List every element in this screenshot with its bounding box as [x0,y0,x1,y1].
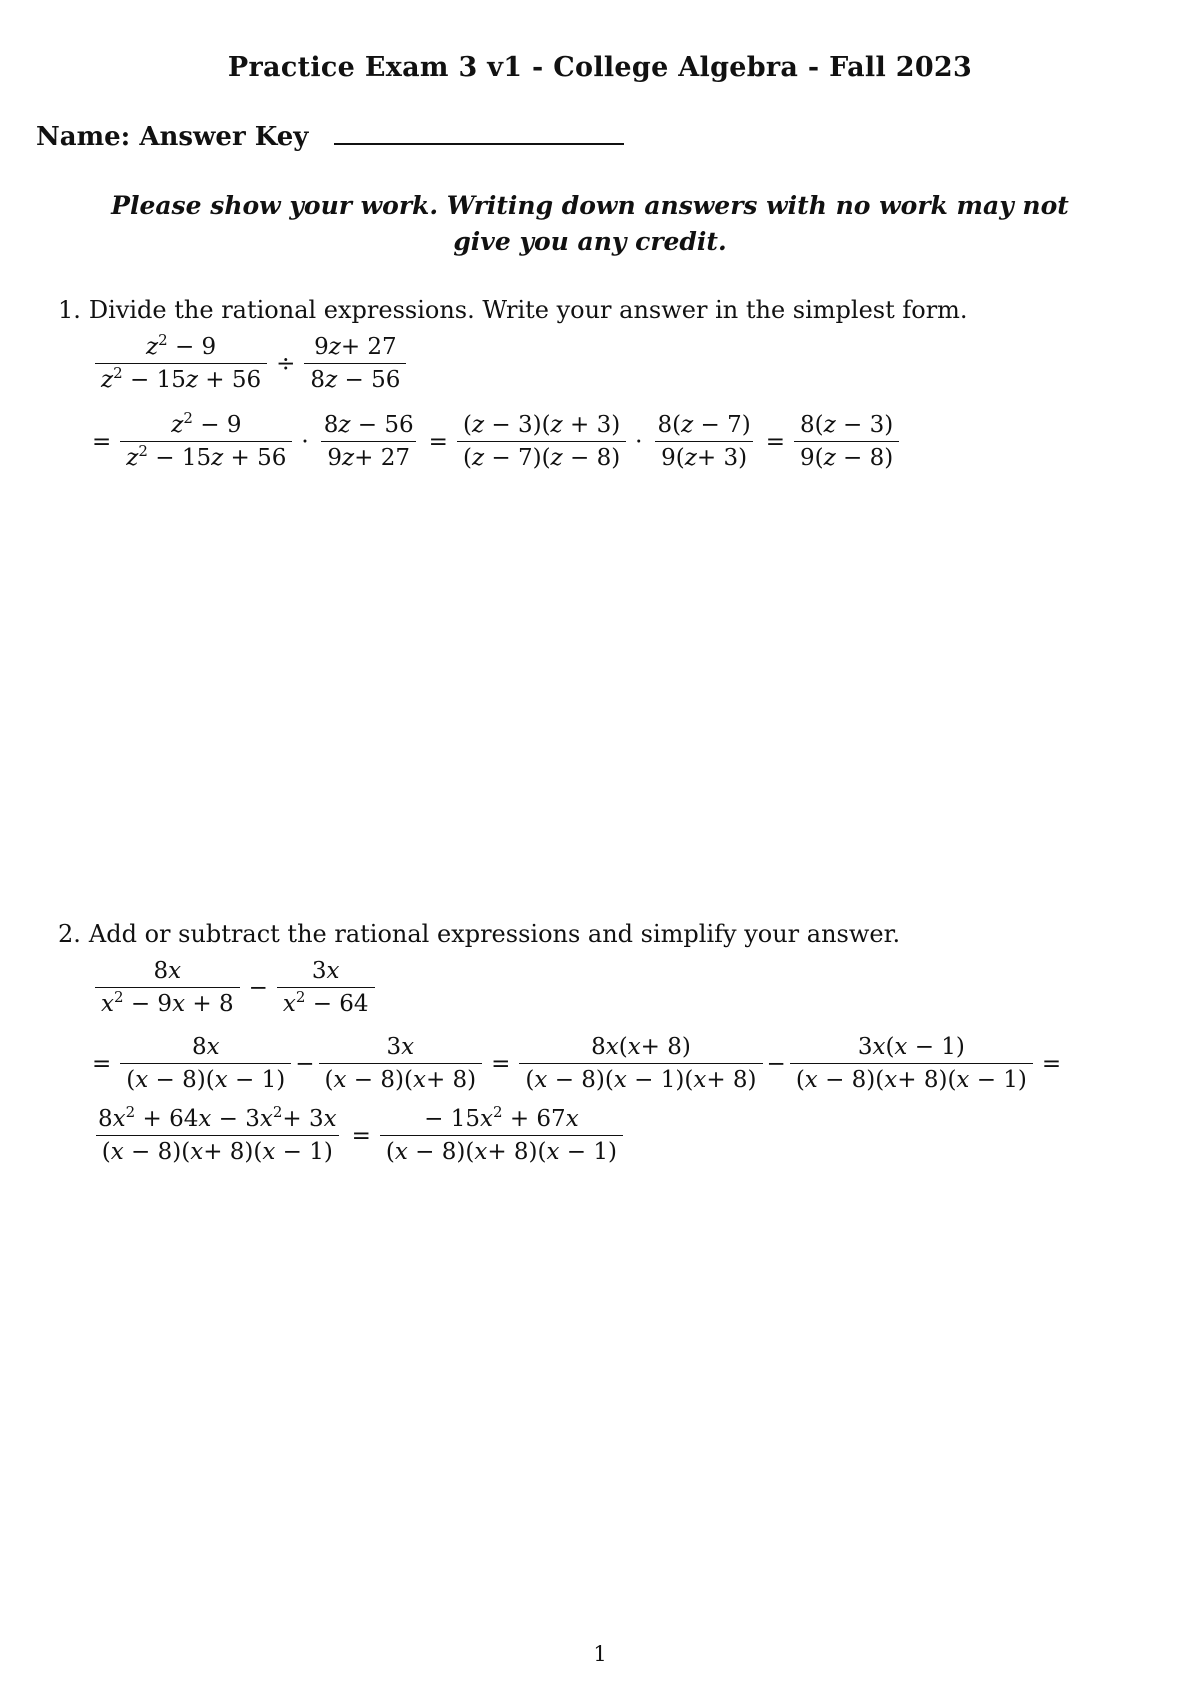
problem-1-number: 1. [58,296,81,324]
problem-2-solution-line-2: $\frac{8x^2 + 64x - 3x^2+ 3x}{(x - 8)(x+ 8)(x - 1)}$ = $\frac{- 15x^2 + 67x}{(x - 8)(x+ 8)(x - 1)}$ [92,1106,626,1165]
problem-2-expression: $\frac{8x}{x^2 - 9x + 8}$ − $\frac{3x}{x^2 - 64}$ [92,958,378,1017]
instructions [40,188,1140,260]
problem-1-solution: = $\frac{z^2 - 9}{z^2 - 15z + 56}$ · $\frac{8z - 56}{9z+ 27}$ = $\frac{(z - 3)(z + 3)}{(z - 7)(z - 8)}$ · $\frac{8(z - 7)}{9(z+ 3)}$ = $\frac{8(z - 3)}{9(z - 8)}$ [92,412,902,471]
problem-1-prompt: Divide the rational expressions. Write your answer in the simplest form. [88,296,968,324]
problem-1-heading [58,296,968,324]
fraction: $\frac{z^2 - 9}{z^2 - 15z + 56}$ [95,334,267,393]
page-number: 1 [593,1642,607,1666]
name-field-row [36,122,624,152]
instructions-line-1: Please show your work. Writing down answers with no work may not [111,191,1069,220]
problem-1-expression: $\frac{z^2 - 9}{z^2 - 15z + 56}$ ÷ $\frac{9z+ 27}{8z - 56}$ [92,334,409,393]
name-label: Name: Answer Key [36,122,309,152]
instructions-line-2: give you any credit. [453,227,727,256]
problem-2-solution-line-1: = $\frac{8x}{(x - 8)(x - 1)}$ − $\frac{3x}{(x - 8)(x+ 8)}$ = $\frac{8x(x+ 8)}{(x - 8)(x - 1)(x+ 8)}$ − $\frac{3x(x - 1)}{(x - 8)(x+ 8)(x - 1)}$ = [92,1034,1062,1093]
problem-2-prompt: Add or subtract the rational expressions and simplify your answer. [88,920,901,948]
page-title: Practice Exam 3 v1 - College Algebra - Fall 2023 [227,52,973,83]
problem-2-number: 2. [58,920,81,948]
problem-2-heading [58,920,900,948]
fraction: $\frac{9z+ 27}{8z - 56}$ [304,334,406,393]
name-blank-line [334,123,624,145]
